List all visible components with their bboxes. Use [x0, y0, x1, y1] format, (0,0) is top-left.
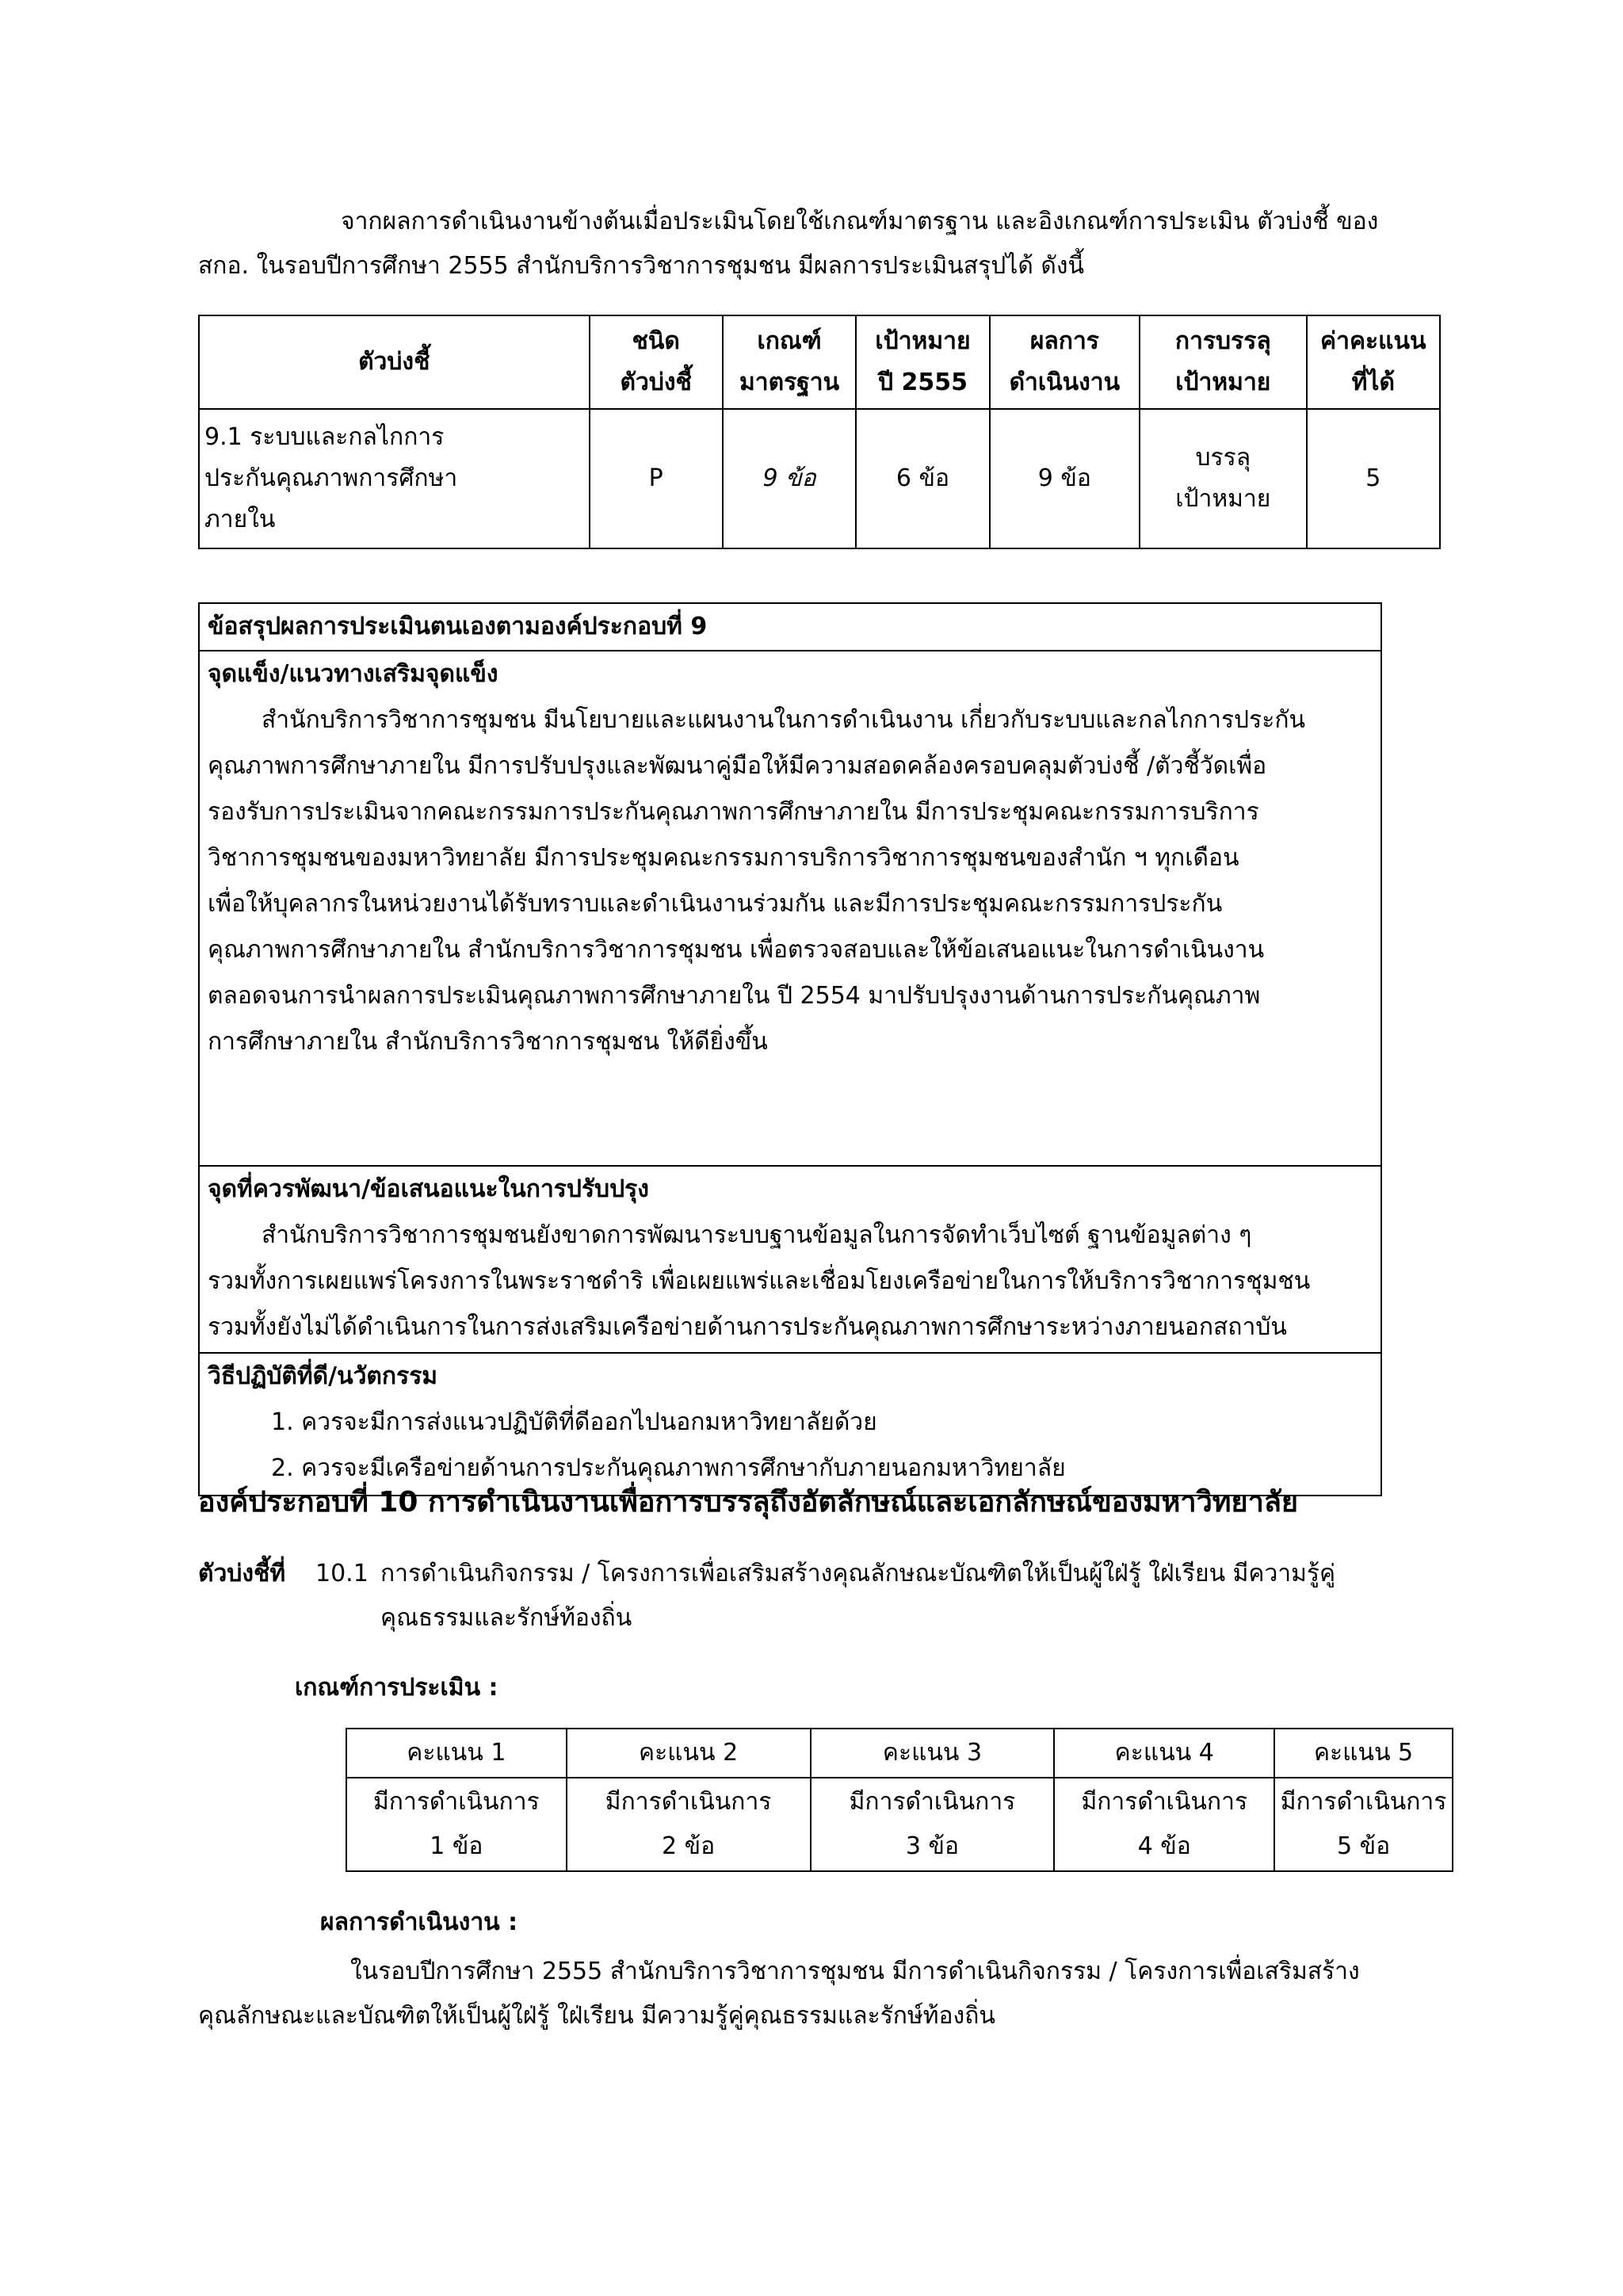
strengths-line: การศึกษาภายใน สำนักบริการวิชาการชุมชน ให้ดียิ่งขึ้น: [208, 1028, 768, 1056]
results-heading: ผลการดำเนินงาน :: [320, 1908, 518, 1936]
header-type: ชนิด ตัวบ่งชี้: [590, 315, 723, 409]
cell-result: 9 ข้อ: [990, 409, 1140, 548]
criteria-score: คะแนน 4: [1054, 1729, 1274, 1778]
criteria-table: [346, 1728, 1453, 1872]
criteria-score-row: [346, 1729, 1453, 1778]
results-paragraph: [198, 1950, 1450, 2038]
cell-target: 6 ข้อ: [856, 409, 989, 548]
improvement-line: สำนักบริการวิชาการชุมชนยังขาดการพัฒนาระบบฐานข้อมูลในการจัดทำเว็บไซต์ ฐานข้อมูลต่าง ๆ: [262, 1221, 1252, 1249]
header-achievement: การบรรลุ เป้าหมาย: [1140, 315, 1306, 409]
indicator-10-1: [198, 1552, 1434, 1641]
results-line-1: ในรอบปีการศึกษา 2555 สำนักบริการวิชาการชุมชน มีการดำเนินกิจกรรม / โครงการเพื่อเสริมสร้าง: [350, 1958, 1360, 1985]
strengths-line: วิชาการชุมชนของมหาวิทยาลัย มีการประชุมคณะกรรมการบริการวิชาการชุมชนของสำนัก ฯ ทุกเดือน: [208, 844, 1239, 872]
best-practice-item: 1. ควรจะมีการส่งแนวปฏิบัติที่ดีออกไปนอกมหาวิทยาลัยด้วย: [271, 1408, 877, 1436]
cell-achievement: บรรลุ เป้าหมาย: [1140, 409, 1306, 548]
intro-line-2: สกอ. ในรอบปีการศึกษา 2555 สำนักบริการวิชาการชุมชน มีผลการประเมินสรุปได้ ดังนี้: [198, 252, 1085, 280]
criteria-score: คะแนน 5: [1274, 1729, 1453, 1778]
criteria-heading: เกณฑ์การประเมิน :: [295, 1674, 498, 1702]
indicator-number: 10.1: [315, 1560, 369, 1587]
strengths-line: รองรับการประเมินจากคณะกรรมการประกันคุณภาพการศึกษาภายใน มีการประชุมคณะกรรมการบริการ: [208, 798, 1259, 826]
strengths-heading: จุดแข็ง/แนวทางเสริมจุดแข็ง: [208, 660, 498, 688]
indicator-text-line-2: คุณธรรมและรักษ์ท้องถิ่น: [380, 1604, 632, 1632]
criteria-desc: มีการดำเนินการ 1 ข้อ: [346, 1778, 567, 1871]
improvement-line: รวมทั้งยังไม่ได้ดำเนินการในการส่งเสริมเครือข่ายด้านการประกันคุณภาพการศึกษาระหว่างภายนอกสถาบัน: [208, 1313, 1287, 1341]
improvement-line: รวมทั้งการเผยแพร่โครงการในพระราชดำริ เพื่อเผยแพร่และเชื่อมโยงเครือข่ายในการให้บริการวิชาการชุมชน: [208, 1267, 1311, 1295]
criteria-score: คะแนน 3: [811, 1729, 1055, 1778]
header-result: ผลการ ดำเนินงาน: [990, 315, 1140, 409]
criteria-desc: มีการดำเนินการ 4 ข้อ: [1054, 1778, 1274, 1871]
intro-line-1: จากผลการดำเนินงานข้างต้นเมื่อประเมินโดยใช้เกณฑ์มาตรฐาน และอิงเกณฑ์การประเมิน ตัวบ่งชี้ ของ: [341, 208, 1379, 235]
summary-table-header-row: [199, 315, 1440, 409]
criteria-desc: มีการดำเนินการ 5 ข้อ: [1274, 1778, 1453, 1871]
criteria-score: คะแนน 2: [567, 1729, 811, 1778]
header-indicator: ตัวบ่งชี้: [199, 315, 590, 409]
self-assessment-title-row: [200, 604, 1381, 651]
strengths-line: คุณภาพการศึกษาภายใน มีการปรับปรุงและพัฒนาคู่มือให้มีความสอดคล้องครอบคลุมตัวบ่งชี้ /ตัวชี้วัดเพื่อ: [208, 752, 1267, 780]
results-line-2: คุณลักษณะและบัณฑิตให้เป็นผู้ใฝ่รู้ ใฝ่เรียน มีความรู้คู่คุณธรรมและรักษ์ท้องถิ่น: [198, 2002, 995, 2030]
header-criteria: เกณฑ์ มาตรฐาน: [723, 315, 856, 409]
header-target: เป้าหมาย ปี 2555: [856, 315, 989, 409]
strengths-section: [200, 651, 1381, 1167]
improvement-section: [200, 1167, 1381, 1354]
criteria-desc-row: [346, 1778, 1453, 1871]
self-assessment-title: ข้อสรุปผลการประเมินตนเองตามองค์ประกอบที่ 9: [208, 613, 708, 640]
component10-heading: องค์ประกอบที่ 10 การดำเนินงานเพื่อการบรรลุถึงอัตลักษณ์และเอกลักษณ์ของมหาวิทยาลัย: [198, 1486, 1298, 1519]
cell-indicator: 9.1 ระบบและกลไกการ ประกันคุณภาพการศึกษา ภายใน: [199, 409, 590, 548]
best-practice-heading: วิธีปฏิบัติที่ดี/นวัตกรรม: [208, 1362, 438, 1390]
cell-criteria: 9 ข้อ: [723, 409, 856, 548]
header-score: ค่าคะแนน ที่ได้: [1307, 315, 1440, 409]
summary-table-row: [199, 409, 1440, 548]
intro-paragraph: [198, 200, 1434, 288]
summary-table: [198, 315, 1441, 549]
strengths-line: สำนักบริการวิชาการชุมชน มีนโยบายและแผนงานในการดำเนินงาน เกี่ยวกับระบบและกลไกการประกัน: [262, 706, 1305, 734]
self-assessment-box: [198, 602, 1382, 1496]
indicator-label: ตัวบ่งชี้ที่: [198, 1560, 286, 1587]
indicator-text-line-1: การดำเนินกิจกรรม / โครงการเพื่อเสริมสร้างคุณลักษณะบัณฑิตให้เป็นผู้ใฝ่รู้ ใฝ่เรียน มีความรู้คู่: [380, 1560, 1336, 1587]
criteria-score: คะแนน 1: [346, 1729, 567, 1778]
improvement-heading: จุดที่ควรพัฒนา/ข้อเสนอแนะในการปรับปรุง: [208, 1175, 649, 1203]
strengths-line: ตลอดจนการนำผลการประเมินคุณภาพการศึกษาภายใน ปี 2554 มาปรับปรุงงานด้านการประกันคุณภาพ: [208, 982, 1261, 1010]
strengths-line: เพื่อให้บุคลากรในหน่วยงานได้รับทราบและดำเนินงานร่วมกัน และมีการประชุมคณะกรรมการประกัน: [208, 890, 1223, 918]
best-practice-item: 2. ควรจะมีเครือข่ายด้านการประกันคุณภาพการศึกษากับภายนอกมหาวิทยาลัย: [271, 1454, 1066, 1482]
criteria-desc: มีการดำเนินการ 2 ข้อ: [567, 1778, 811, 1871]
strengths-line: คุณภาพการศึกษาภายใน สำนักบริการวิชาการชุมชน เพื่อตรวจสอบและให้ข้อเสนอแนะในการดำเนินงาน: [208, 936, 1265, 964]
best-practice-section: [200, 1354, 1381, 1495]
cell-type: P: [590, 409, 723, 548]
criteria-desc: มีการดำเนินการ 3 ข้อ: [811, 1778, 1055, 1871]
cell-score: 5: [1307, 409, 1440, 548]
